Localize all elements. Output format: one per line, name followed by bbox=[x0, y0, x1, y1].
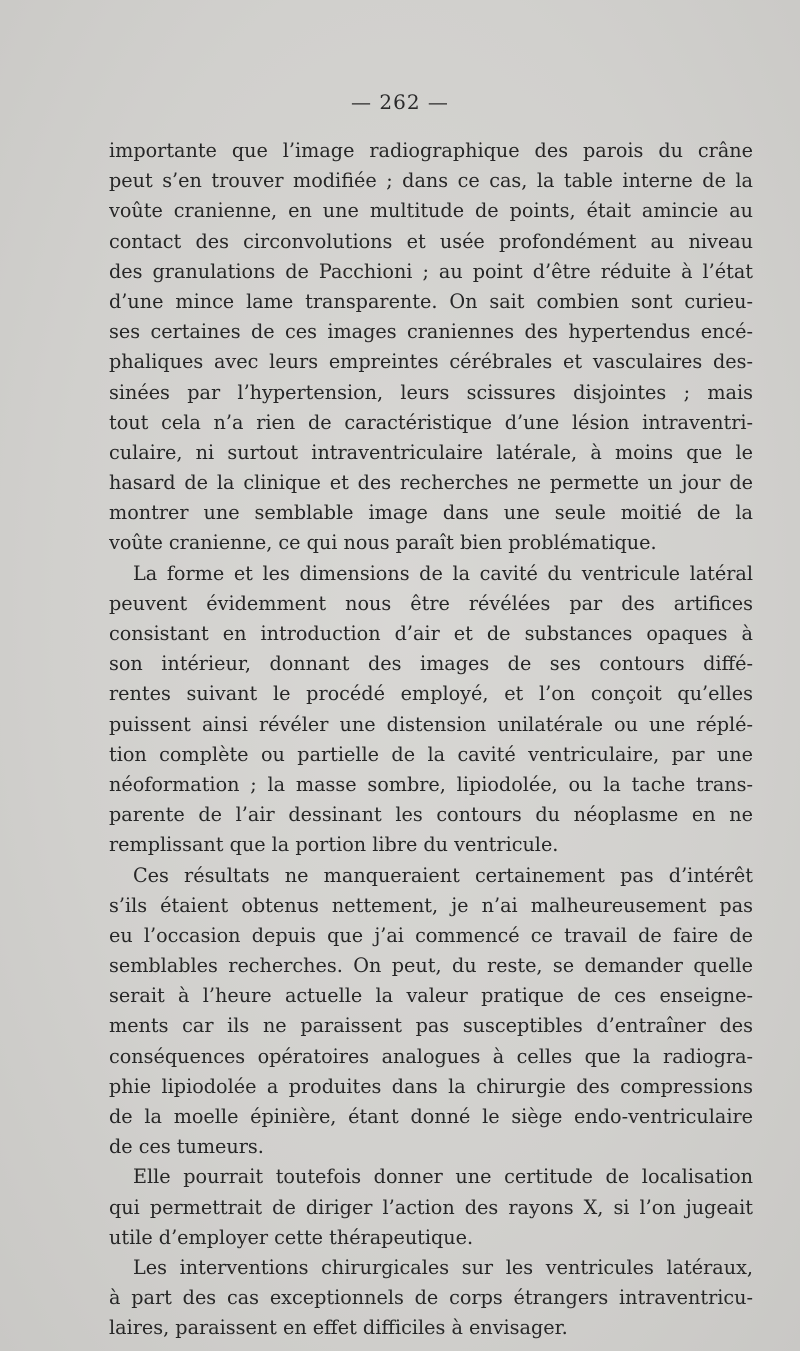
text-line: laires, paraissent en effet difficiles à envisager. bbox=[109, 1316, 568, 1340]
text-line: voûte cranienne, en une multitude de points, était amincie au bbox=[109, 199, 753, 223]
paragraph bbox=[109, 136, 753, 559]
text-line: consistant en introduction d’air et de substances opaques à bbox=[109, 622, 753, 645]
text-line: tion complète ou partielle de la cavité ventriculaire, par une bbox=[109, 742, 753, 766]
text-line: d’une mince lame transparente. On sait combien sont curieu- bbox=[109, 289, 753, 313]
text-line: puissent ainsi révéler une distension unilatérale ou une réplé- bbox=[109, 712, 753, 736]
text-line: néoformation ; la masse sombre, lipiodolée, ou la tache trans- bbox=[109, 772, 753, 796]
text-line: ments car ils ne paraissent pas susceptibles d’entraîner des bbox=[109, 1014, 753, 1038]
text-line: hasard de la clinique et des recherches ne permette un jour de bbox=[109, 471, 753, 495]
text-line: de ces tumeurs. bbox=[109, 1135, 264, 1159]
paragraph bbox=[109, 861, 753, 1163]
text-line: montrer une semblable image dans une seule moitié de la bbox=[109, 501, 753, 525]
text-line: peut s’en trouver modifiée ; dans ce cas, la table interne de la bbox=[109, 169, 753, 193]
text-line: à part des cas exceptionnels de corps étrangers intraventricu- bbox=[109, 1286, 753, 1310]
body-text bbox=[109, 136, 753, 1344]
page-number: — 262 — bbox=[351, 90, 449, 114]
text-line: Les interventions chirurgicales sur les ventricules latéraux, bbox=[133, 1255, 753, 1279]
text-line: parente de l’air dessinant les contours du néoplasme en ne bbox=[109, 803, 753, 827]
text-line: phie lipiodolée a produites dans la chirurgie des compressions bbox=[109, 1074, 753, 1098]
text-line: tout cela n’a rien de caractéristique d’une lésion intraventri- bbox=[109, 410, 753, 434]
text-line: peuvent évidemment nous être révélées par des artifices bbox=[109, 591, 753, 615]
paragraph bbox=[109, 559, 753, 861]
text-line: qui permettrait de diriger l’action des rayons X, si l’on jugeait bbox=[109, 1195, 753, 1219]
text-line: Ces résultats ne manqueraient certainement pas d’intérêt bbox=[133, 863, 753, 887]
text-line: remplissant que la portion libre du ventricule. bbox=[109, 833, 559, 857]
text-line: son intérieur, donnant des images de ses contours diffé- bbox=[109, 652, 753, 676]
text-line: de la moelle épinière, étant donné le siège endo-ventriculaire bbox=[109, 1105, 753, 1128]
text-line: eu l’occasion depuis que j’ai commencé ce travail de faire de bbox=[109, 923, 753, 947]
text-line: sinées par l’hypertension, leurs scissures disjointes ; mais bbox=[109, 380, 753, 404]
text-line: serait à l’heure actuelle la valeur pratique de ces enseigne- bbox=[109, 984, 753, 1008]
text-line: utile d’employer cette thérapeutique. bbox=[109, 1225, 474, 1249]
text-line: rentes suivant le procédé employé, et l’on conçoit qu’elles bbox=[109, 682, 753, 706]
text-line: Elle pourrait toutefois donner une certitude de localisation bbox=[133, 1165, 753, 1189]
text-line: importante que l’image radiographique des parois du crâne bbox=[109, 139, 753, 162]
text-line: voûte cranienne, ce qui nous paraît bien problématique. bbox=[109, 531, 657, 555]
text-line: La forme et les dimensions de la cavité du ventricule latéral bbox=[133, 561, 753, 585]
text-line: culaire, ni surtout intraventriculaire latérale, à moins que le bbox=[109, 440, 753, 464]
text-line: phaliques avec leurs empreintes cérébrales et vasculaires des- bbox=[109, 350, 753, 374]
text-line: ses certaines de ces images craniennes des hypertendus encé- bbox=[109, 320, 753, 344]
text-line: contact des circonvolutions et usée profondément au niveau bbox=[109, 229, 753, 253]
paragraph bbox=[109, 1253, 753, 1344]
paragraph bbox=[109, 1162, 753, 1253]
text-line: semblables recherches. On peut, du reste, se demander quelle bbox=[109, 954, 753, 978]
text-line: des granulations de Pacchioni ; au point d’être réduite à l’état bbox=[109, 259, 753, 283]
text-line: s’ils étaient obtenus nettement, je n’ai malheureusement pas bbox=[109, 893, 753, 917]
text-line: conséquences opératoires analogues à celles que la radiogra- bbox=[109, 1044, 753, 1068]
